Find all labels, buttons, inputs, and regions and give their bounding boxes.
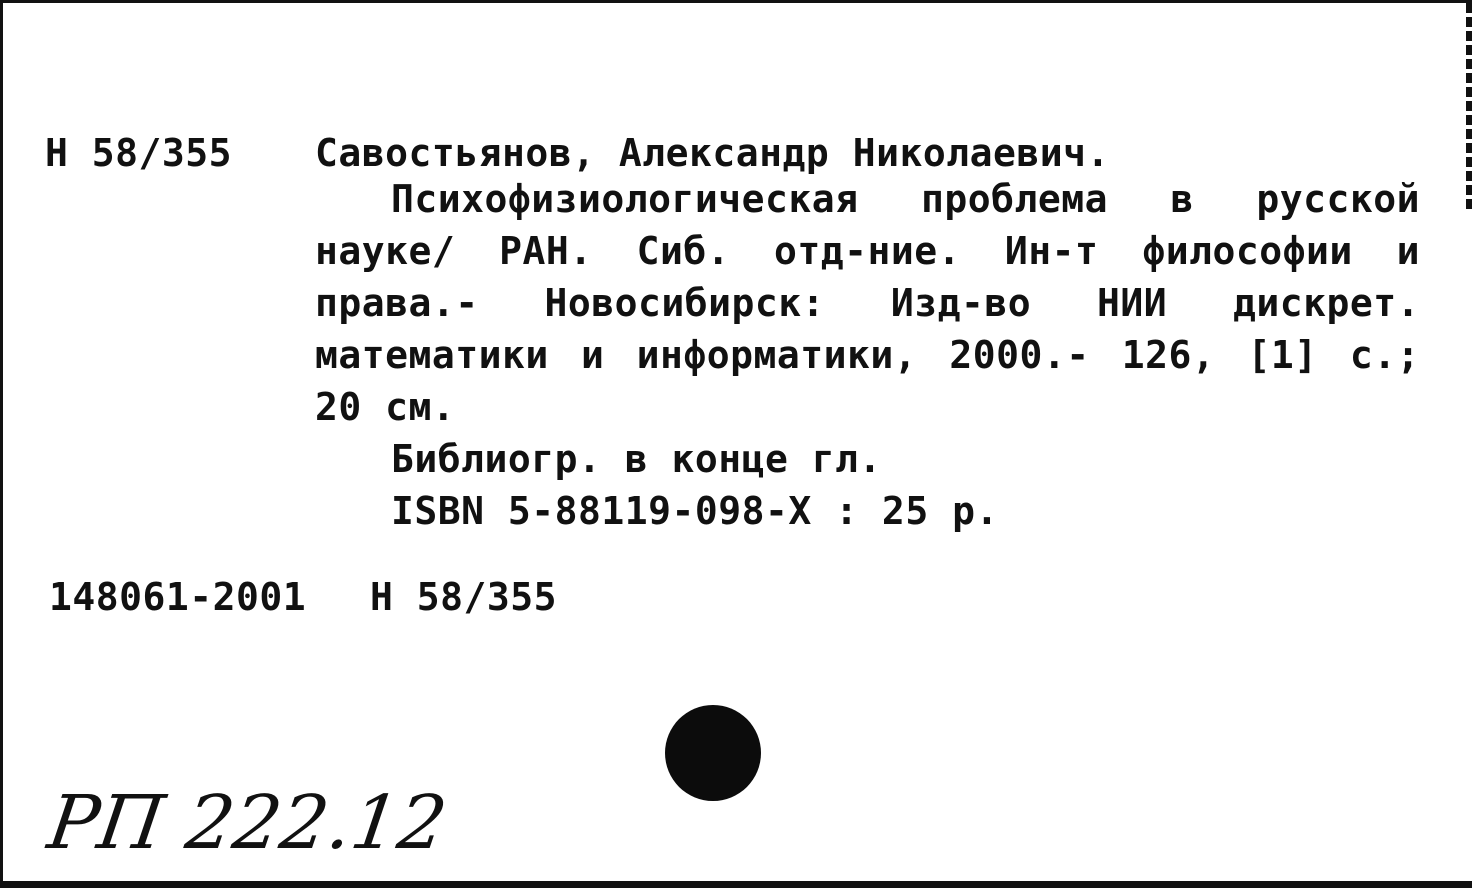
handwritten-classification: РП 222.12 — [42, 780, 452, 866]
title-line-2: науке/ РАН. Сиб. отд-ние. Ин-т философии и — [315, 229, 1420, 273]
title-line-1: Психофизиологическая проблема в русской — [391, 177, 1420, 221]
isbn-price: ISBN 5-88119-098-X : 25 р. — [391, 489, 999, 533]
bibliography-note: Библиогр. в конце гл. — [391, 437, 882, 481]
shelf-mark-top: Н 58/355 — [45, 131, 233, 175]
author-heading: Савостьянов, Александр Николаевич. — [315, 131, 1110, 175]
card-edge-marks — [1466, 3, 1472, 213]
title-line-3: права.- Новосибирск: Изд-во НИИ дискрет. — [315, 281, 1420, 325]
punch-hole — [665, 705, 761, 801]
bibliographic-description — [315, 173, 1420, 537]
shelf-mark-bottom: Н 58/355 — [370, 575, 558, 619]
title-line-4: математики и информатики, 2000.- 126, [1] с.; — [315, 333, 1420, 377]
title-line-5: 20 см. — [315, 385, 456, 429]
inventory-number: 148061-2001 — [49, 575, 307, 619]
